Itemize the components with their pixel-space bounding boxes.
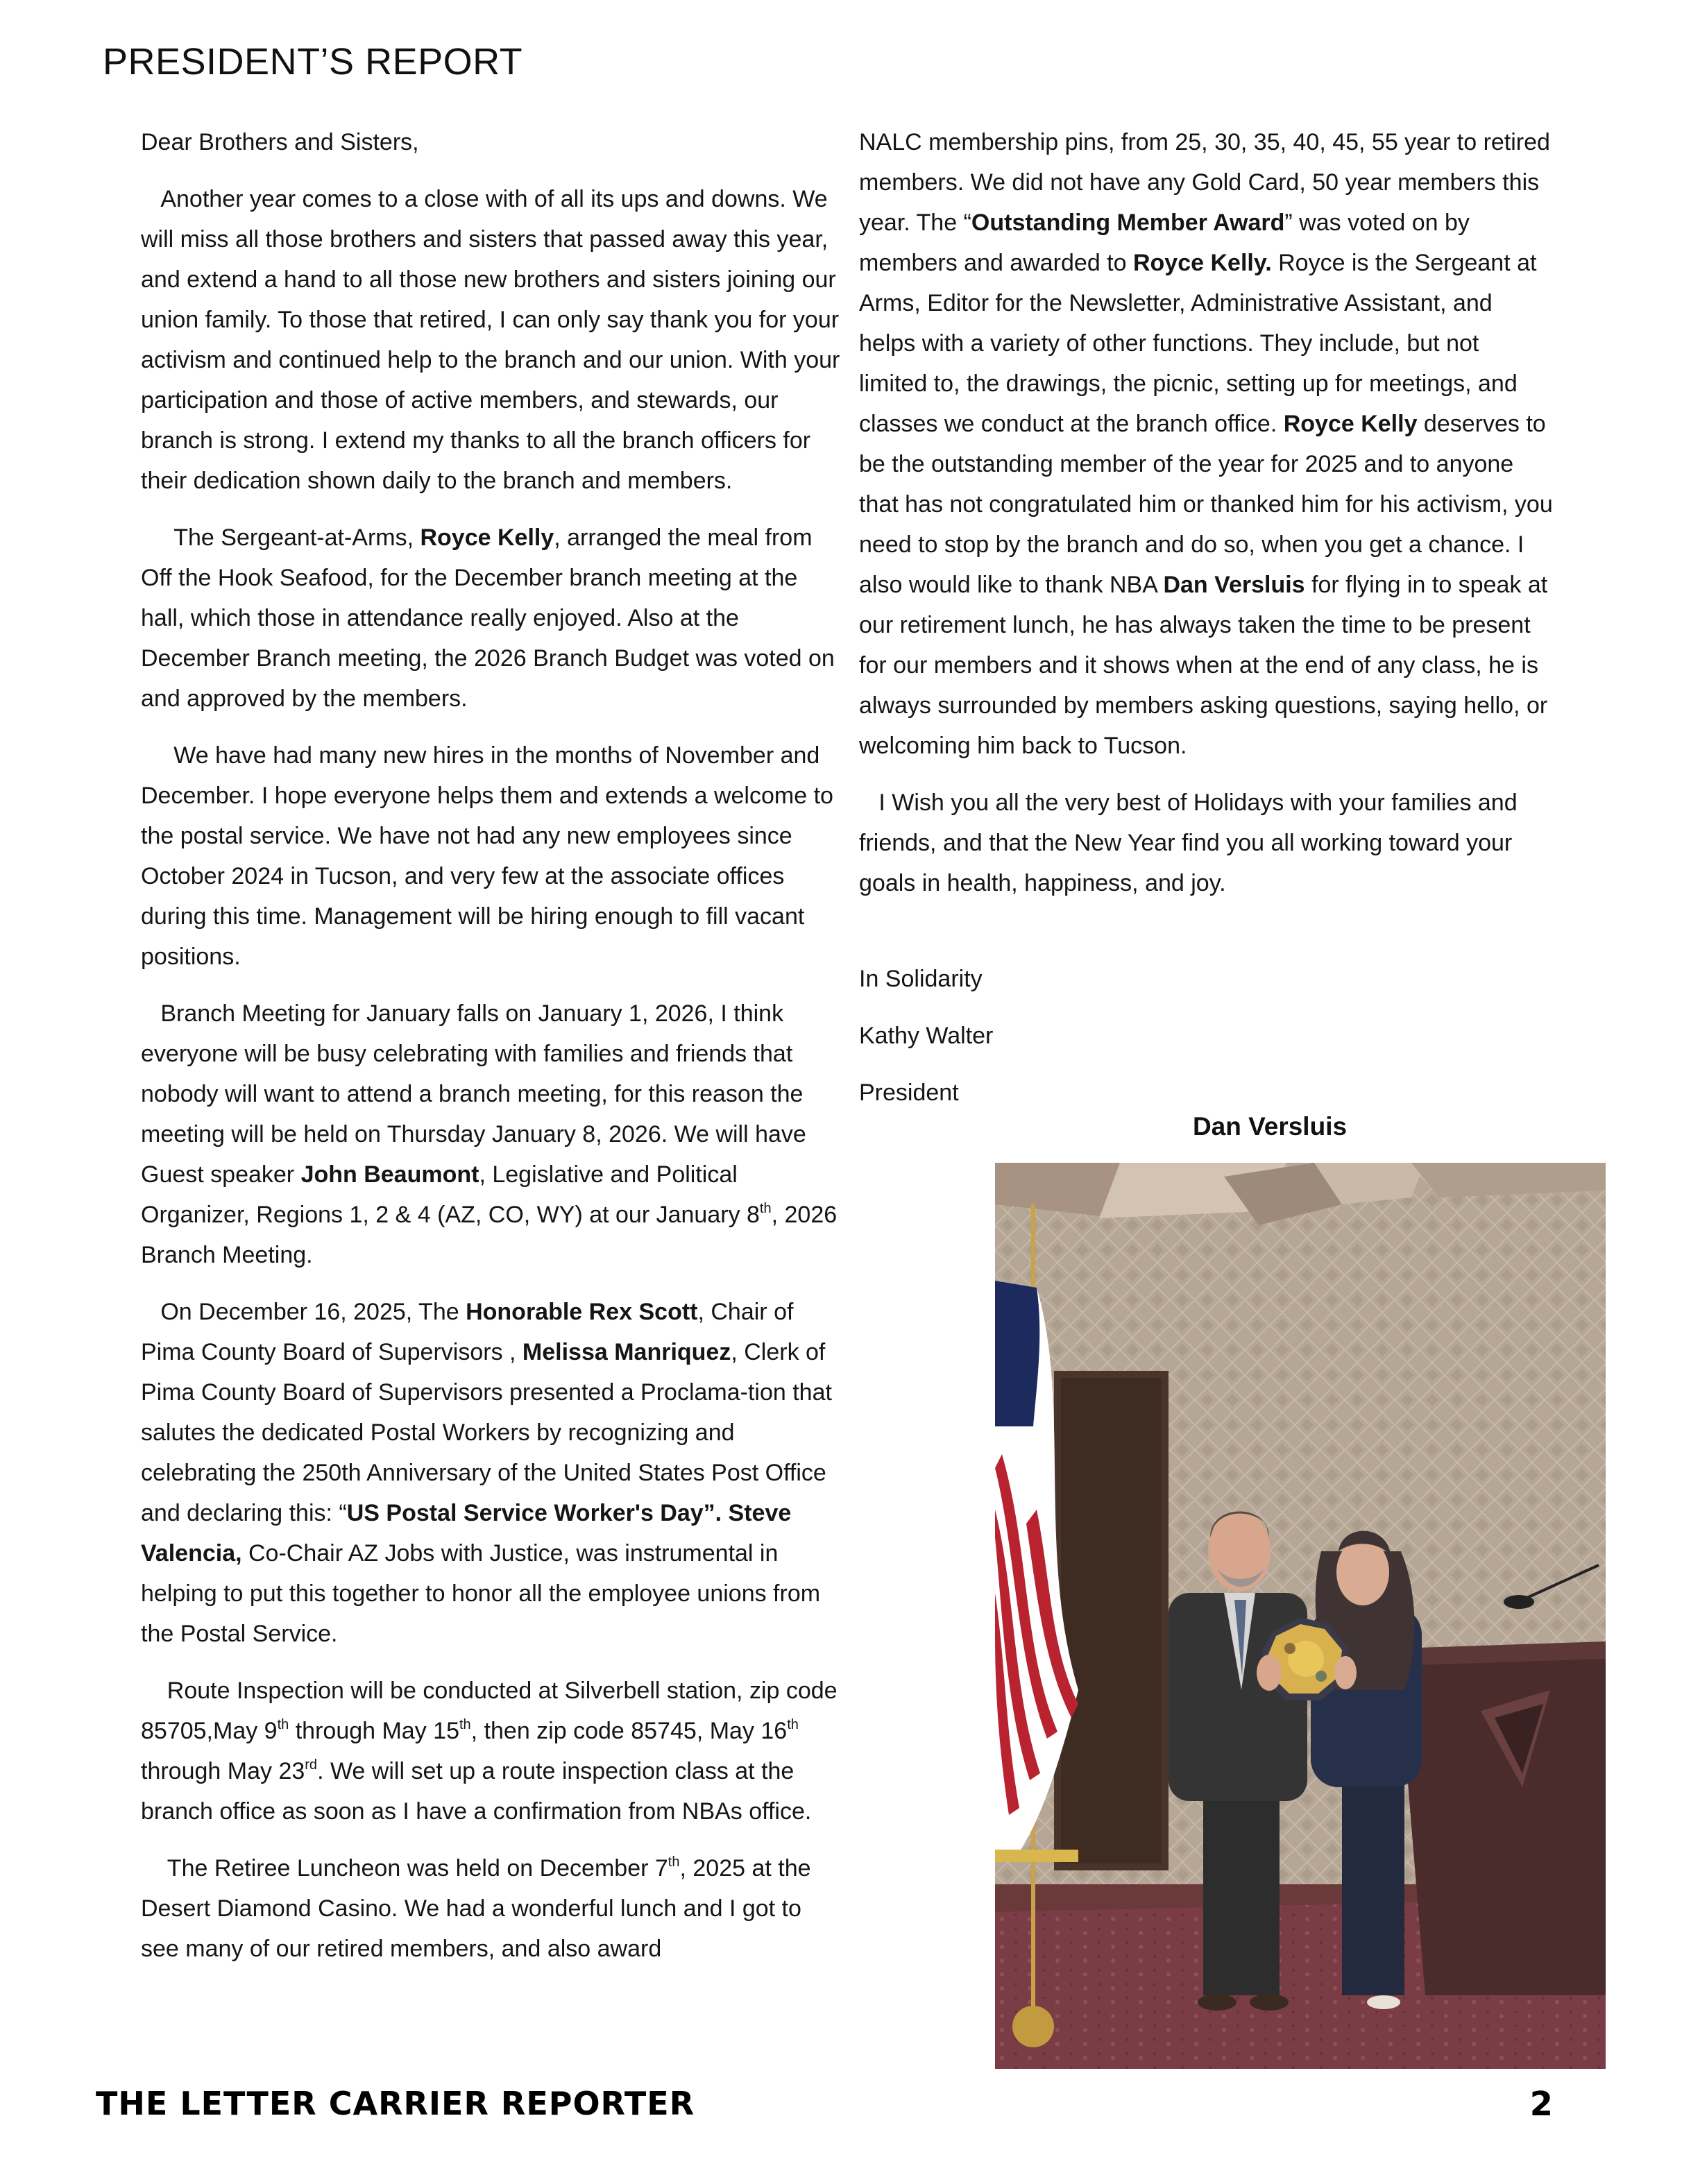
- paragraph-route-inspection: Route Inspection will be conducted at Silverbell station, zip code 85705,May 9th through May 15th, then zip code 85745, May 16th through May 23rd. We will set up a route inspection class at the branch office as soon as I have a confirmation from NBAs office.: [141, 1678, 838, 1825]
- paragraph-sergeant-at-arms: The Sergeant-at-Arms, Royce Kelly, arranged the meal from Off the Hook Seafood, for the December branch meeting at the hall, which those in attendance really enjoyed. Also at the December Branch meeting, the 2026 Branch Budget was voted on and approved by the members.: [141, 524, 835, 712]
- signature-block: [859, 959, 1553, 1113]
- paragraph-branch-meeting: Branch Meeting for January falls on January 1, 2026, I think everyone will be busy celebrating with families and friends that nobody will want to attend a branch meeting, for this reason the meeting will be held on Thursday January 8, 2026. We will have Guest speaker John Beaumont, Legislative and Political Organizer, Regions 1, 2 & 4 (AZ, CO, WY) at our January 8th, 2026 Branch Meeting.: [141, 1000, 838, 1268]
- paragraph-year-close: Another year comes to a close with of all its ups and downs. We will miss all those brothers and sisters that passed away this year, and extend a hand to all those new brothers and sisters joining our union family. To those that retired, I can only say thank you for your activism and continued help to the branch and our union. With your participation and those of active members, and stewards, our branch is strong. I extend my thanks to all the branch officers for their dedication shown daily to the branch and members.: [141, 186, 840, 494]
- left-column: [141, 122, 842, 1969]
- closing: In Solidarity: [859, 966, 983, 992]
- page-title: PRESIDENT’S REPORT: [103, 41, 523, 83]
- paragraph-membership-pins: NALC membership pins, from 25, 30, 35, 40, 45, 55 year to retired members. We did not have any Gold Card, 50 year members this year. The “Outstanding Member Award” was voted on by members and awarded to Royce Kelly. Royce is the Sergeant at Arms, Editor for the Newsletter, Administrative Assistant, and helps with a variety of other functions. They include, but not limited to, the drawings, the picnic, setting up for meetings, and classes we conduct at the branch office. Royce Kelly deserves to be the outstanding member of the year for 2025 and to anyone that has not congratulated him or thanked him for his activism, you need to stop by the branch and do so, when you get a chance. I also would like to thank NBA Dan Versluis for flying in to speak at our retirement lunch, he has always taken the time to be present for our members and it shows when at the end of any class, he is always surrounded by members asking questions, saying hello, or welcoming him back to Tucson.: [859, 129, 1553, 759]
- paragraph-retiree-luncheon: The Retiree Luncheon was held on December 7th, 2025 at the Desert Diamond Casino. We had a wonderful lunch and I got to see many of our retired members, and also award: [141, 1854, 811, 1962]
- photo-caption: Dan Versluis: [1192, 1112, 1348, 1141]
- signer-title: President: [859, 1080, 959, 1106]
- award-photo: [995, 1163, 1606, 2069]
- page-footer: [96, 2085, 1553, 2133]
- signer-name: Kathy Walter: [859, 1023, 994, 1049]
- page-number: 2: [1529, 2085, 1553, 2124]
- award-photo-illustration: [995, 1163, 1606, 2069]
- publication-name: THE LETTER CARRIER REPORTER: [96, 2085, 695, 2122]
- paragraph-proclamation: On December 16, 2025, The Honorable Rex Scott, Chair of Pima County Board of Supervisors , Melissa Manriquez, Clerk of Pima County Board of Supervisors presented a Proclama-tion that salutes the dedicated Postal Workers by recognizing and celebrating the 250th Anniversary of the United States Post Office and declaring this: “US Postal Service Worker's Day”. Steve Valencia, Co-Chair AZ Jobs with Justice, was instrumental in helping to put this together to honor all the employee unions from the Postal Service.: [141, 1299, 832, 1647]
- paragraph-holiday-wishes: I Wish you all the very best of Holidays with your families and friends, and that the New Year find you all working toward your goals in health, happiness, and joy.: [859, 790, 1518, 896]
- right-column: [859, 122, 1553, 1129]
- paragraph-new-hires: We have had many new hires in the months of November and December. I hope everyone helps them and extends a welcome to the postal service. We have not had any new employees since October 2024 in Tucson, and very few at the associate offices during this time. Management will be hiring enough to fill vacant positions.: [141, 742, 833, 970]
- salutation: Dear Brothers and Sisters,: [141, 129, 419, 155]
